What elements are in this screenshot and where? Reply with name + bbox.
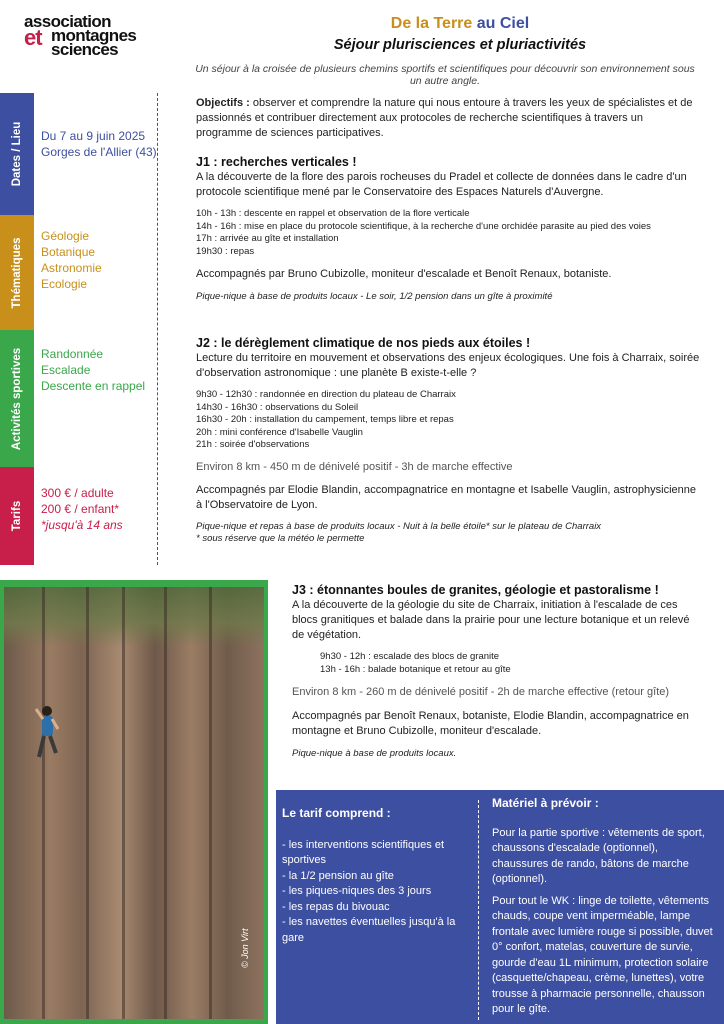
list-item: - les piques-niques des 3 jours xyxy=(282,885,432,897)
list-item: Astronomie xyxy=(41,261,102,275)
list-item: - les interventions scientifiques et sportives xyxy=(282,838,445,866)
list-item: Du 7 au 9 juin 2025 xyxy=(41,129,146,143)
list-item: 200 € / enfant* xyxy=(41,502,120,516)
logo-line-2: montagnes xyxy=(51,26,137,45)
tab-thematiques xyxy=(0,215,34,330)
schedule-item: 14h30 - 16h30 : observations du Soleil xyxy=(196,401,359,413)
day-2-meal: Pique-nique et repas à base de produits locaux - Nuit à la belle étoile* sur le plateau de Charraix xyxy=(196,520,602,532)
schedule-item: 21h : soirée d'observations xyxy=(196,439,310,450)
page-title xyxy=(250,15,670,33)
tarif-note: *jusqu'à 14 ans xyxy=(41,518,123,532)
day-1-schedule xyxy=(196,208,701,258)
info-box-divider xyxy=(478,800,479,1020)
objectifs-text: observer et comprendre la nature qui nous entoure à travers les yeux de spécialistes et de passionnés et contribuer directement aux protocoles de recherche scientifiques à travers un programme de sciences participatives. xyxy=(196,97,693,139)
day-2-schedule xyxy=(196,389,701,452)
schedule-item: 13h - 16h : balade botanique et retour au gîte xyxy=(320,663,511,675)
photo-credit: © Jon Virt xyxy=(240,928,250,968)
logo xyxy=(24,14,164,72)
day-1-intro: A la découverte de la flore des parois rocheuses du Pradel et collecte de données dans le cadre d'un protocole scientifique mené par le Conservatoire des Espaces Naturels d'Auvergne. xyxy=(196,171,687,198)
day-1-meal: Pique-nique à base de produits locaux - Le soir, 1/2 pension dans un gîte à proximité xyxy=(196,291,553,302)
day-1-guides: Accompagnés par Bruno Cubizolle, moniteur d'escalade et Benoît Renaux, botaniste. xyxy=(196,268,612,280)
tab-activites xyxy=(0,330,34,467)
logo-et: et xyxy=(24,25,42,50)
title-part-2: au Ciel xyxy=(476,15,530,32)
tab-tarifs-label: Tarifs xyxy=(11,500,23,532)
tab-tarifs xyxy=(0,467,34,565)
day-2-guides: Accompagnés par Elodie Blandin, accompagnatrice en montagne et Isabelle Vauglin, astrophysicienne à l'Observatoire de Lyon. xyxy=(196,483,696,511)
day-3-schedule xyxy=(320,651,704,676)
day-1-title: J1 : recherches verticales ! xyxy=(196,155,357,169)
tab-activites-label: Activités sportives xyxy=(11,347,23,450)
day-3-meal: Pique-nique à base de produits locaux. xyxy=(292,748,457,759)
day-1-section xyxy=(196,155,701,304)
tarif-box-list xyxy=(282,838,472,947)
materiel-sport: Pour la partie sportive : vêtements de sport, chaussons d'escalade (optionnel), chaussures de rando, bâtons de marche (optionnel). xyxy=(492,826,705,885)
day-3-guides: Accompagnés par Benoît Renaux, botaniste, Elodie Blandin, accompagnatrice en montagne et Bruno Cubizolle, moniteur d'escalade. xyxy=(292,710,689,737)
title-part-1: De la Terre xyxy=(390,15,473,32)
day-3-distance: Environ 8 km - 260 m de dénivelé positif - 2h de marche effective (retour gîte) xyxy=(292,686,670,698)
activites-list xyxy=(41,346,145,394)
schedule-item: 14h - 16h : mise en place du protocole scientifique, à la recherche d'une orchidée parasite au pied des voies xyxy=(196,220,651,232)
list-item: 300 € / adulte xyxy=(41,486,114,500)
tagline: Un séjour à la croisée de plusieurs chemins sportifs et scientifiques pour découvrir son environnement sous un autre angle. xyxy=(195,63,695,87)
tarif-box xyxy=(282,806,472,946)
objectifs-label: Objectifs : xyxy=(196,97,250,109)
list-item: Gorges de l'Allier (43) xyxy=(41,145,157,159)
tab-themes-label: Thématiques xyxy=(11,237,23,308)
list-item: Randonnée xyxy=(41,347,104,361)
tarif-box-title: Le tarif comprend : xyxy=(282,806,391,820)
day-2-distance: Environ 8 km - 450 m de dénivelé positif - 3h de marche effective xyxy=(196,460,513,473)
day-2-title: J2 : le dérèglement climatique de nos pieds aux étoiles ! xyxy=(196,336,531,350)
list-item: Botanique xyxy=(41,245,96,259)
themes-list xyxy=(41,228,102,292)
tarifs-list xyxy=(41,485,123,533)
tab-dates-label: Dates / Lieu xyxy=(11,121,23,187)
list-item: - les navettes éventuelles jusqu'à la gare xyxy=(282,916,456,944)
day-3-title: J3 : étonnantes boules de granites, géologie et pastoralisme ! xyxy=(292,583,659,597)
schedule-item: 9h30 - 12h : escalade des blocs de granite xyxy=(320,651,500,662)
materiel-box xyxy=(492,796,716,1018)
materiel-box-title: Matériel à prévoir : xyxy=(492,796,599,810)
climbing-photo xyxy=(4,587,264,1019)
schedule-item: 10h - 13h : descente en rappel et observation de la flore verticale xyxy=(196,208,470,219)
page-subtitle: Séjour plurisciences et pluriactivités xyxy=(333,37,587,53)
tab-dates-lieu xyxy=(0,93,34,215)
list-item: Géologie xyxy=(41,229,90,243)
objectifs xyxy=(196,96,701,141)
day-2-intro: Lecture du territoire en mouvement et observations des enjeux écologiques. Une fois à Charraix, soirée d'observation astronomique : une planète B existe-t-elle ? xyxy=(196,352,700,379)
schedule-item: 9h30 - 12h30 : randonnée en direction du plateau de Charraix xyxy=(196,389,456,400)
list-item: Escalade xyxy=(41,363,91,377)
schedule-item: 19h30 : repas xyxy=(196,245,255,257)
day-3-section xyxy=(292,583,704,761)
list-item: - les repas du bivouac xyxy=(282,900,390,913)
list-item: - la 1/2 pension au gîte xyxy=(282,869,394,882)
day-2-note: * sous réserve que la météo le permette xyxy=(196,533,365,544)
list-item: Descente en rappel xyxy=(41,379,146,393)
day-2-section xyxy=(196,336,701,546)
list-item: Ecologie xyxy=(41,277,88,291)
logo-line-1: association xyxy=(24,12,111,31)
materiel-wk: Pour tout le WK : linge de toilette, vêtements chauds, coupe vent imperméable, lampe frontale avec lumière rouge si possible, duvet 0° confort, matelas, couverture de survie, gourde d'eau 1L minimum, protection solaire (casquette/chapeau, crème, lunettes), votre trousse à pharmacie personnelle, chausson pour le gîte. xyxy=(492,894,713,1015)
climber-figure xyxy=(34,705,60,765)
logo-line-3: sciences xyxy=(51,40,119,59)
schedule-item: 20h : mini conférence d'Isabelle Vauglin xyxy=(196,426,363,438)
day-3-intro: A la découverte de la géologie du site de Charraix, initiation à l'escalade de ces blocs granitiques et balade dans la prairie pour une lecture botanique et un relevé de végétation. xyxy=(292,599,690,641)
dates-list xyxy=(41,128,157,160)
schedule-item: 16h30 - 20h : installation du campement, temps libre et repas xyxy=(196,414,454,425)
dashed-divider xyxy=(157,93,158,565)
schedule-item: 17h : arrivée au gîte et installation xyxy=(196,233,339,244)
